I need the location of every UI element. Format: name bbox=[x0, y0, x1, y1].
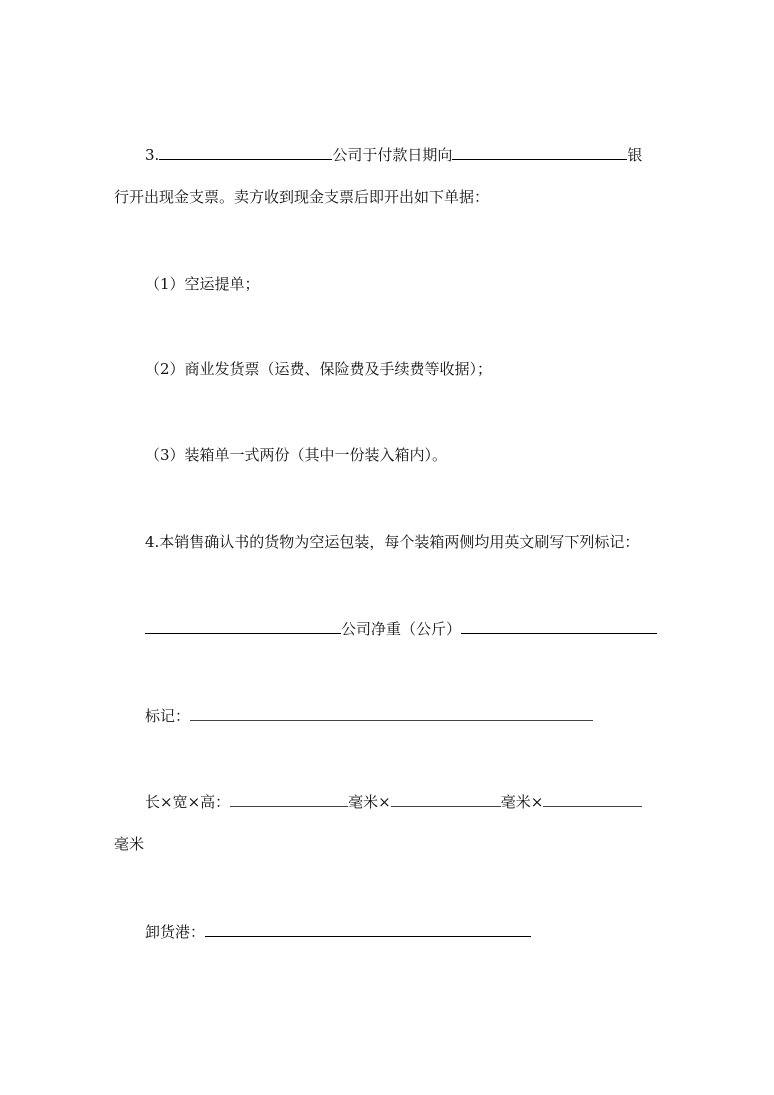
section3-end-text: 银 bbox=[627, 146, 643, 164]
document-item-1: （1）空运提单； bbox=[145, 275, 260, 293]
document-item-3: （3）装箱单一式两份（其中一份装入箱内）。 bbox=[145, 446, 448, 464]
section3-middle-text: 公司于付款日期向 bbox=[332, 146, 453, 164]
dimensions-label: 长×宽×高： bbox=[145, 793, 231, 811]
net-weight-field[interactable] bbox=[461, 618, 657, 634]
dimensions-unit-1: 毫米× bbox=[348, 793, 391, 811]
mark-label: 标记： bbox=[145, 707, 191, 725]
section3-number: 3. bbox=[145, 146, 160, 164]
mark-field[interactable] bbox=[190, 705, 593, 721]
section3-line bbox=[145, 144, 642, 164]
company-name-field[interactable] bbox=[145, 618, 341, 634]
dimensions-line bbox=[145, 791, 642, 811]
port-line bbox=[145, 921, 531, 941]
payer-company-field[interactable] bbox=[159, 144, 332, 160]
document-item-2: （2）商业发货票（运费、保险费及手续费等收据）； bbox=[145, 360, 493, 378]
company-weight-label: 公司净重（公斤） bbox=[341, 620, 462, 638]
height-field[interactable] bbox=[543, 791, 642, 807]
bank-name-field[interactable] bbox=[452, 144, 627, 160]
mark-line bbox=[145, 705, 593, 725]
dimensions-unit-3: 毫米 bbox=[114, 835, 145, 853]
section4-text: 4.本销售确认书的货物为空运包装，每个装箱两侧均用英文刷写下列标记： bbox=[145, 533, 640, 551]
section3-continuation: 行开出现金支票。卖方收到现金支票后即开出如下单据： bbox=[114, 188, 490, 206]
port-label: 卸货港： bbox=[145, 923, 206, 941]
company-weight-line bbox=[145, 618, 657, 638]
length-field[interactable] bbox=[230, 791, 348, 807]
discharge-port-field[interactable] bbox=[205, 921, 531, 937]
dimensions-unit-2: 毫米× bbox=[500, 793, 544, 811]
width-field[interactable] bbox=[391, 791, 501, 807]
